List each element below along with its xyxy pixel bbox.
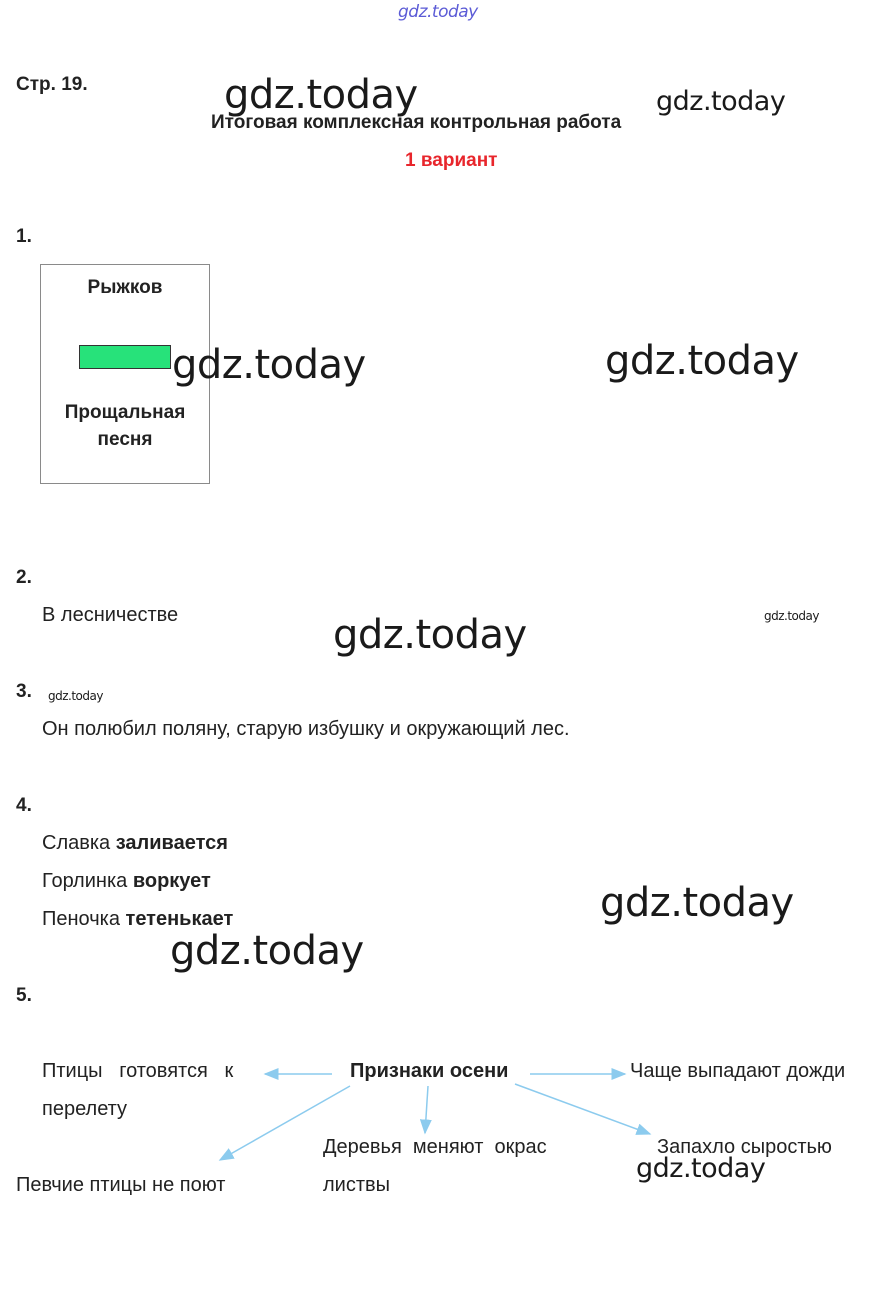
page-title: Итоговая комплексная контрольная работа: [211, 112, 622, 133]
watermark: gdz.today: [636, 1153, 766, 1184]
watermark: gdz.today: [764, 609, 819, 623]
top-watermark: gdz.today: [398, 2, 478, 22]
question-5-number: 5.: [16, 985, 32, 1006]
watermark: gdz.today: [333, 612, 527, 658]
bird-name: Пеночка: [42, 908, 120, 930]
bird-name: Горлинка: [42, 870, 128, 892]
book-author: Рыжков: [87, 277, 163, 298]
bird-name: Славка: [42, 832, 111, 854]
watermark: gdz.today: [605, 338, 799, 384]
bird-verb: заливается: [115, 832, 228, 854]
question-4-number: 4.: [16, 795, 32, 816]
watermark: gdz.today: [170, 928, 364, 974]
watermark: gdz.today: [224, 72, 418, 118]
variant-label: 1 вариант: [405, 150, 498, 171]
question-2-answer: В лесничестве: [42, 604, 179, 626]
bird-verb: тетенькает: [125, 908, 234, 930]
watermark: gdz.today: [48, 689, 103, 703]
page-reference: Стр. 19.: [16, 74, 88, 95]
question-3-number: 3.: [16, 681, 32, 702]
arrow-to-bottom-right: [515, 1084, 650, 1134]
diagram-bottom-mid-line-2: листвы: [323, 1174, 391, 1196]
diagram-left-line-1: Птицы готовятся к: [42, 1060, 234, 1082]
bird-verb: воркует: [132, 870, 211, 892]
diagram-left-line-2: перелету: [42, 1098, 128, 1120]
arrow-to-bottom-mid: [425, 1086, 428, 1133]
diagram-right-top: Чаще выпадают дожди: [630, 1060, 846, 1082]
diagram-bottom-mid-line-1: Деревья меняют окрас: [323, 1136, 547, 1158]
question-2-number: 2.: [16, 567, 32, 588]
question-3-answer: Он полюбил поляну, старую избушку и окружающий лес.: [42, 718, 570, 740]
watermark: gdz.today: [656, 86, 786, 117]
watermark: gdz.today: [172, 342, 366, 388]
diagram-center: Признаки осени: [350, 1060, 509, 1082]
question-1-number: 1.: [16, 226, 32, 247]
watermark: gdz.today: [600, 880, 794, 926]
diagram-bottom-right: Запахло сыростью: [657, 1136, 832, 1158]
book-title: Прощальная песня: [64, 402, 186, 450]
diagram-bottom-left: Певчие птицы не поют: [16, 1174, 226, 1196]
